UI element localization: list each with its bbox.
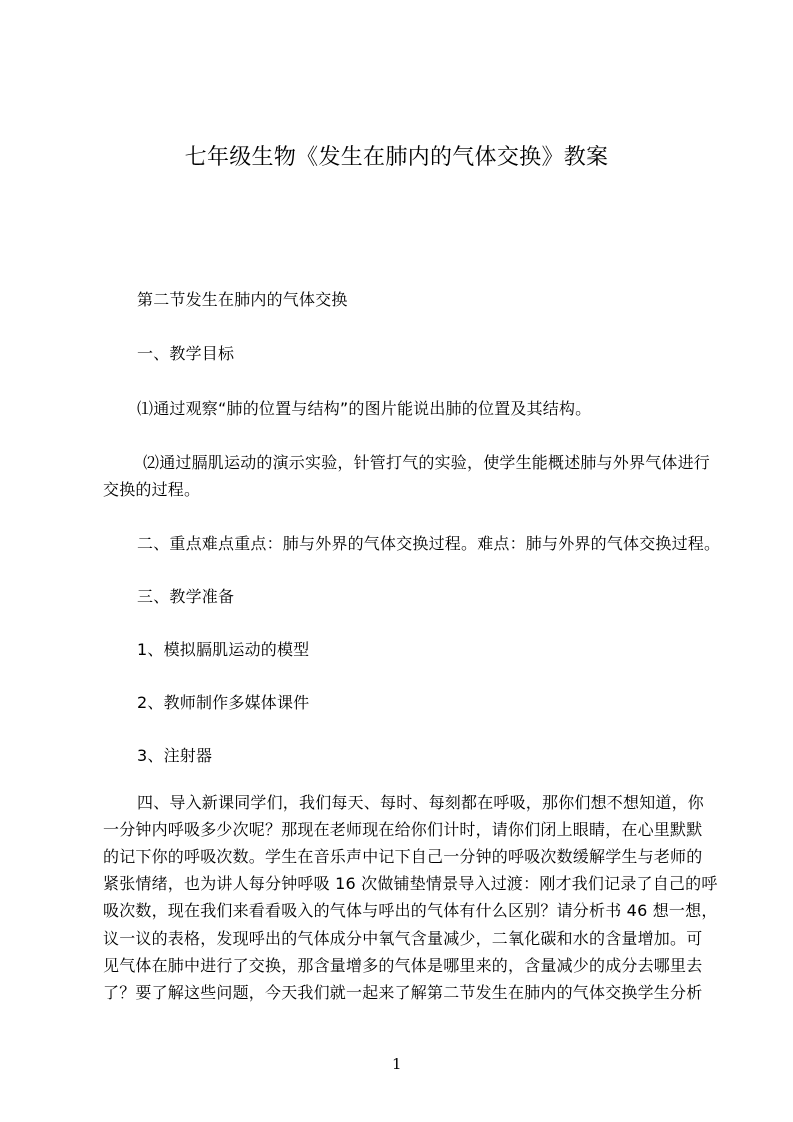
intro-line: 见气体在肺中进行了交换，那含量增多的气体是哪里来的，含量减少的成分去哪里去	[103, 956, 703, 975]
intro-line: 一分钟内呼吸多少次呢？那现在老师现在给你们计时，请你们闭上眼睛，在心里默默	[103, 820, 703, 839]
preparation-item: 1、模拟膈肌运动的模型	[137, 640, 310, 659]
intro-line: 紧张情绪，也为讲人每分钟呼吸 16 次做铺垫情景导入过渡：刚才我们记录了自己的呼	[103, 874, 718, 893]
objective-2-line-1: ⑵通过膈肌运动的演示实验，针管打气的实验，使学生能概述肺与外界气体进行	[143, 453, 711, 472]
intro-line: 了？要了解这些问题，今天我们就一起来了解第二节发生在肺内的气体交换学生分析	[103, 983, 703, 1002]
page-number: 1	[392, 1055, 402, 1073]
objectives-heading: 一、教学目标	[137, 344, 235, 363]
section-heading: 第二节发生在肺内的气体交换	[137, 290, 348, 309]
intro-line: 吸次数，现在我们来看看吸入的气体与呼出的气体有什么区别？请分析书 46 想一想，	[103, 901, 718, 920]
objective-1: ⑴通过观察“肺的位置与结构”的图片能说出肺的位置及其结构。	[137, 399, 592, 418]
preparation-item: 2、教师制作多媒体课件	[137, 693, 310, 712]
intro-line: 四、导入新课同学们，我们每天、每时、每刻都在呼吸，那你们想不想知道，你	[137, 793, 705, 812]
preparation-item: 3、注射器	[137, 746, 213, 765]
key-points: 二、重点难点重点：肺与外界的气体交换过程。难点：肺与外界的气体交换过程。	[137, 534, 721, 553]
intro-line: 议一议的表格，发现呼出的气体成分中氧气含量减少，二氧化碳和水的含量增加。可	[103, 929, 703, 948]
preparation-heading: 三、教学准备	[137, 587, 235, 606]
objective-2-line-2: 交换的过程。	[103, 480, 201, 499]
intro-line: 的记下你的呼吸次数。学生在音乐声中记下自己一分钟的呼吸次数缓解学生与老师的	[103, 847, 703, 866]
document-title: 七年级生物《发生在肺内的气体交换》教案	[184, 145, 609, 170]
